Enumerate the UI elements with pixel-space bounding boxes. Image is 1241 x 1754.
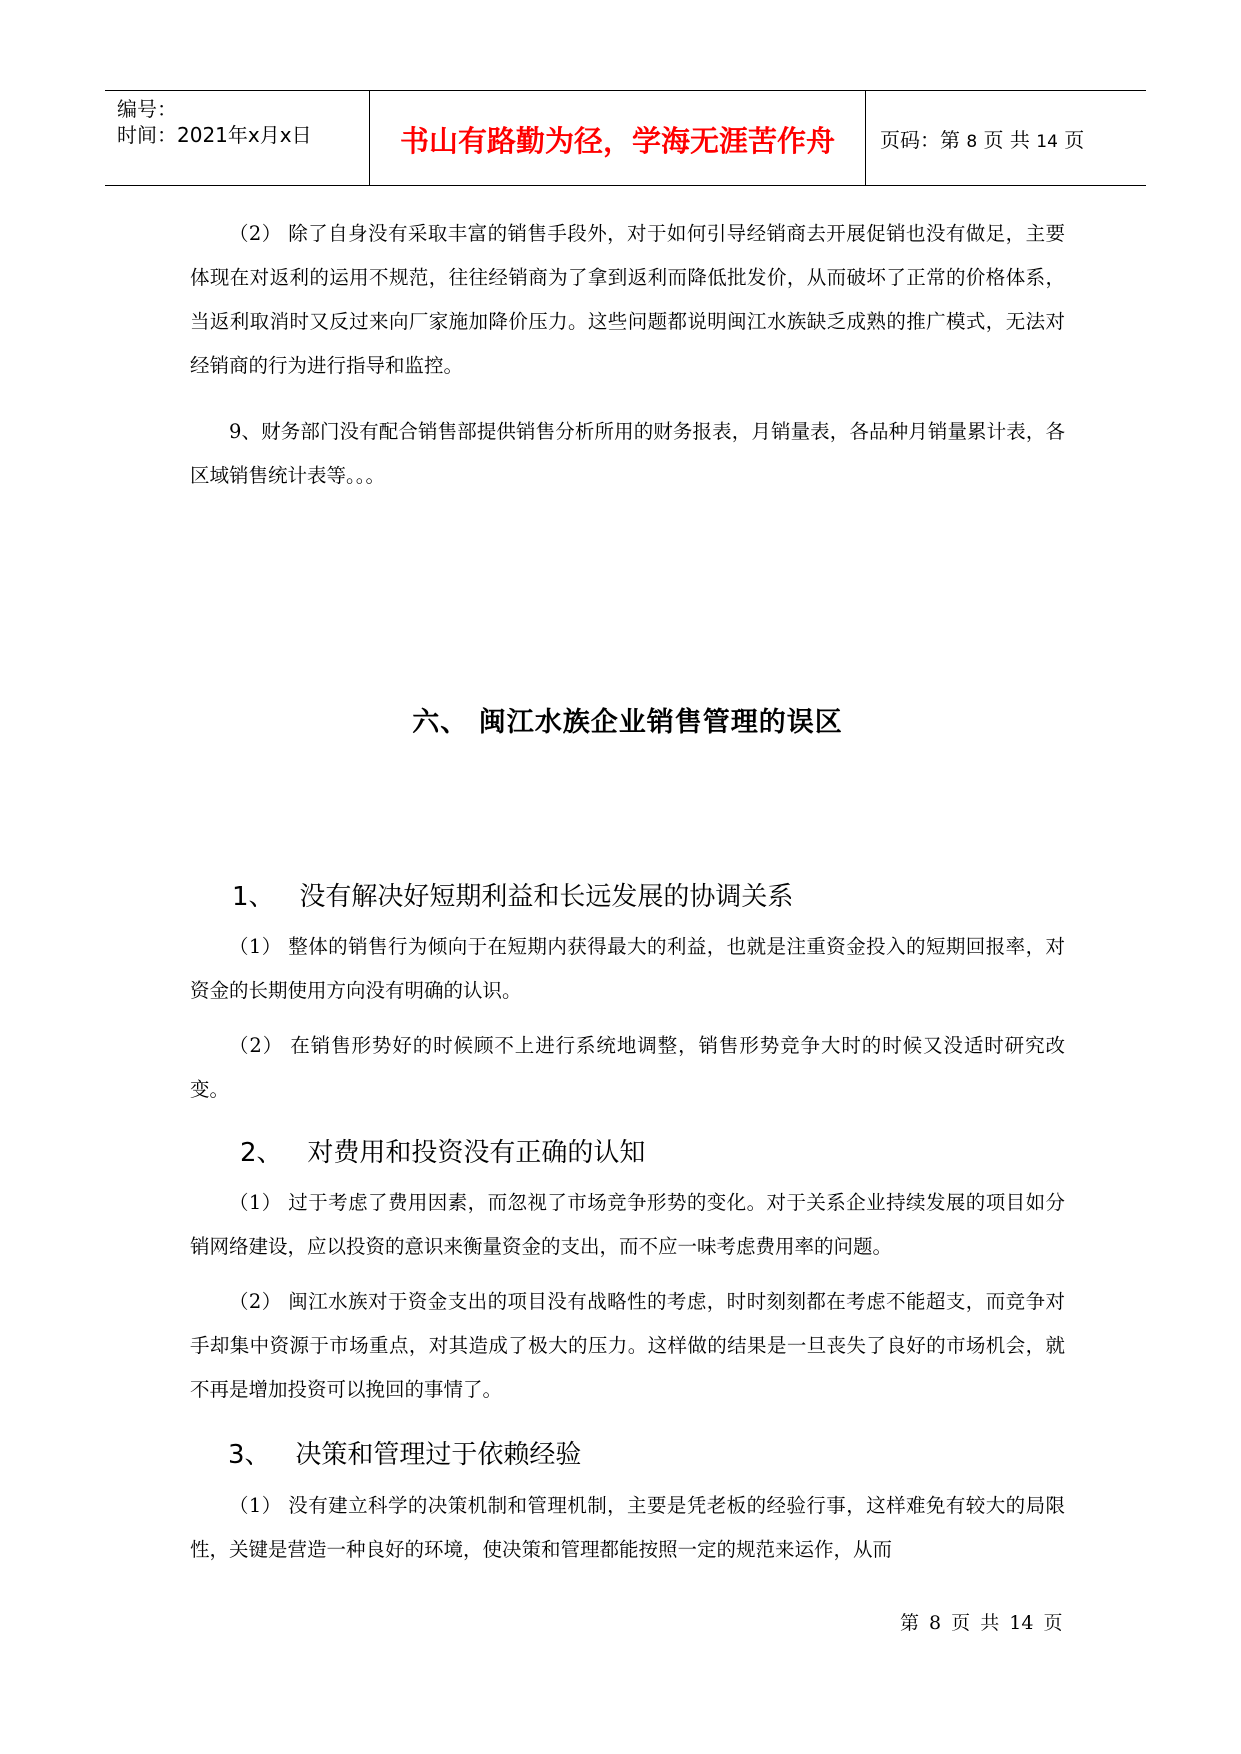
page-total: 14 [1036, 132, 1058, 152]
subsection-number: 2、 [240, 1138, 283, 1168]
page-footer: 第 8 页 共 14 页 [900, 1612, 1063, 1634]
subsection-title: 决策和管理过于依赖经验 [295, 1440, 582, 1470]
header-motto-cell [370, 91, 866, 185]
body-paragraph: 9、财务部门没有配合销售部提供销售分析所用的财务报表，月销量表，各品种月销量累计表，各区域销售统计表等。。。 [190, 420, 1065, 487]
page-suffix: 页 [1064, 128, 1085, 152]
body-paragraph: （2） 在销售形势好的时候顾不上进行系统地调整，销售形势竞争大时的时候又没适时研究改变。 [190, 1034, 1065, 1101]
body-paragraph: （1） 过于考虑了费用因素，而忽视了市场竞争形势的变化。对于关系企业持续发展的项目如分销网络建设，应以投资的意识来衡量资金的支出，而不应一味考虑费用率的问题。 [190, 1191, 1065, 1258]
header-page-code [880, 124, 1084, 153]
subsection-title: 没有解决好短期利益和长远发展的协调关系 [299, 882, 794, 912]
subsection-heading [228, 1434, 581, 1471]
body-paragraph: （1） 整体的销售行为倾向于在短期内获得最大的利益，也就是注重资金投入的短期回报率，对资金的长期使用方向没有明确的认识。 [190, 935, 1065, 1002]
page-header [105, 90, 1146, 186]
subsection-heading [240, 1132, 645, 1169]
page-mid: 页 共 [983, 128, 1030, 152]
section-title: 六、 闽江水族企业销售管理的误区 [412, 707, 843, 738]
subsection-title: 对费用和投资没有正确的认知 [307, 1138, 646, 1168]
body-paragraph: （2） 闽江水族对于资金支出的项目没有战略性的考虑，时时刻刻都在考虑不能超支，而竞争对手却集中资源于市场重点，对其造成了极大的压力。这样做的结果是一旦丧失了良好的市场机会，就不再是增加投资可以挽回的事情了。 [190, 1290, 1065, 1401]
header-motto: 书山有路勤为径，学海无涯苦作舟 [399, 124, 835, 158]
document-number-label: 编号： [117, 97, 177, 121]
subsection-number: 3、 [228, 1440, 271, 1470]
header-page-cell [866, 91, 1146, 185]
subsection-number: 1、 [232, 882, 275, 912]
body-paragraph: （1） 没有建立科学的决策机制和管理机制，主要是凭老板的经验行事，这样难免有较大的局限性，关键是营造一种良好的环境，使决策和管理都能按照一定的规范来运作，从而 [190, 1494, 1065, 1561]
subsection-heading [232, 876, 793, 913]
header-info-cell [105, 91, 370, 185]
document-time-label: 时间：2021年x月x日 [117, 123, 312, 147]
page-current: 8 [966, 132, 978, 152]
page-prefix: 页码：第 [880, 128, 960, 152]
body-paragraph: （2） 除了自身没有采取丰富的销售手段外，对于如何引导经销商去开展促销也没有做足，主要体现在对返利的运用不规范，往往经销商为了拿到返利而降低批发价，从而破坏了正常的价格体系，当返利取消时又反过来向厂家施加降价压力。这些问题都说明闽江水族缺乏成熟的推广模式，无法对经销商的行为进行指导和监控。 [190, 222, 1065, 377]
